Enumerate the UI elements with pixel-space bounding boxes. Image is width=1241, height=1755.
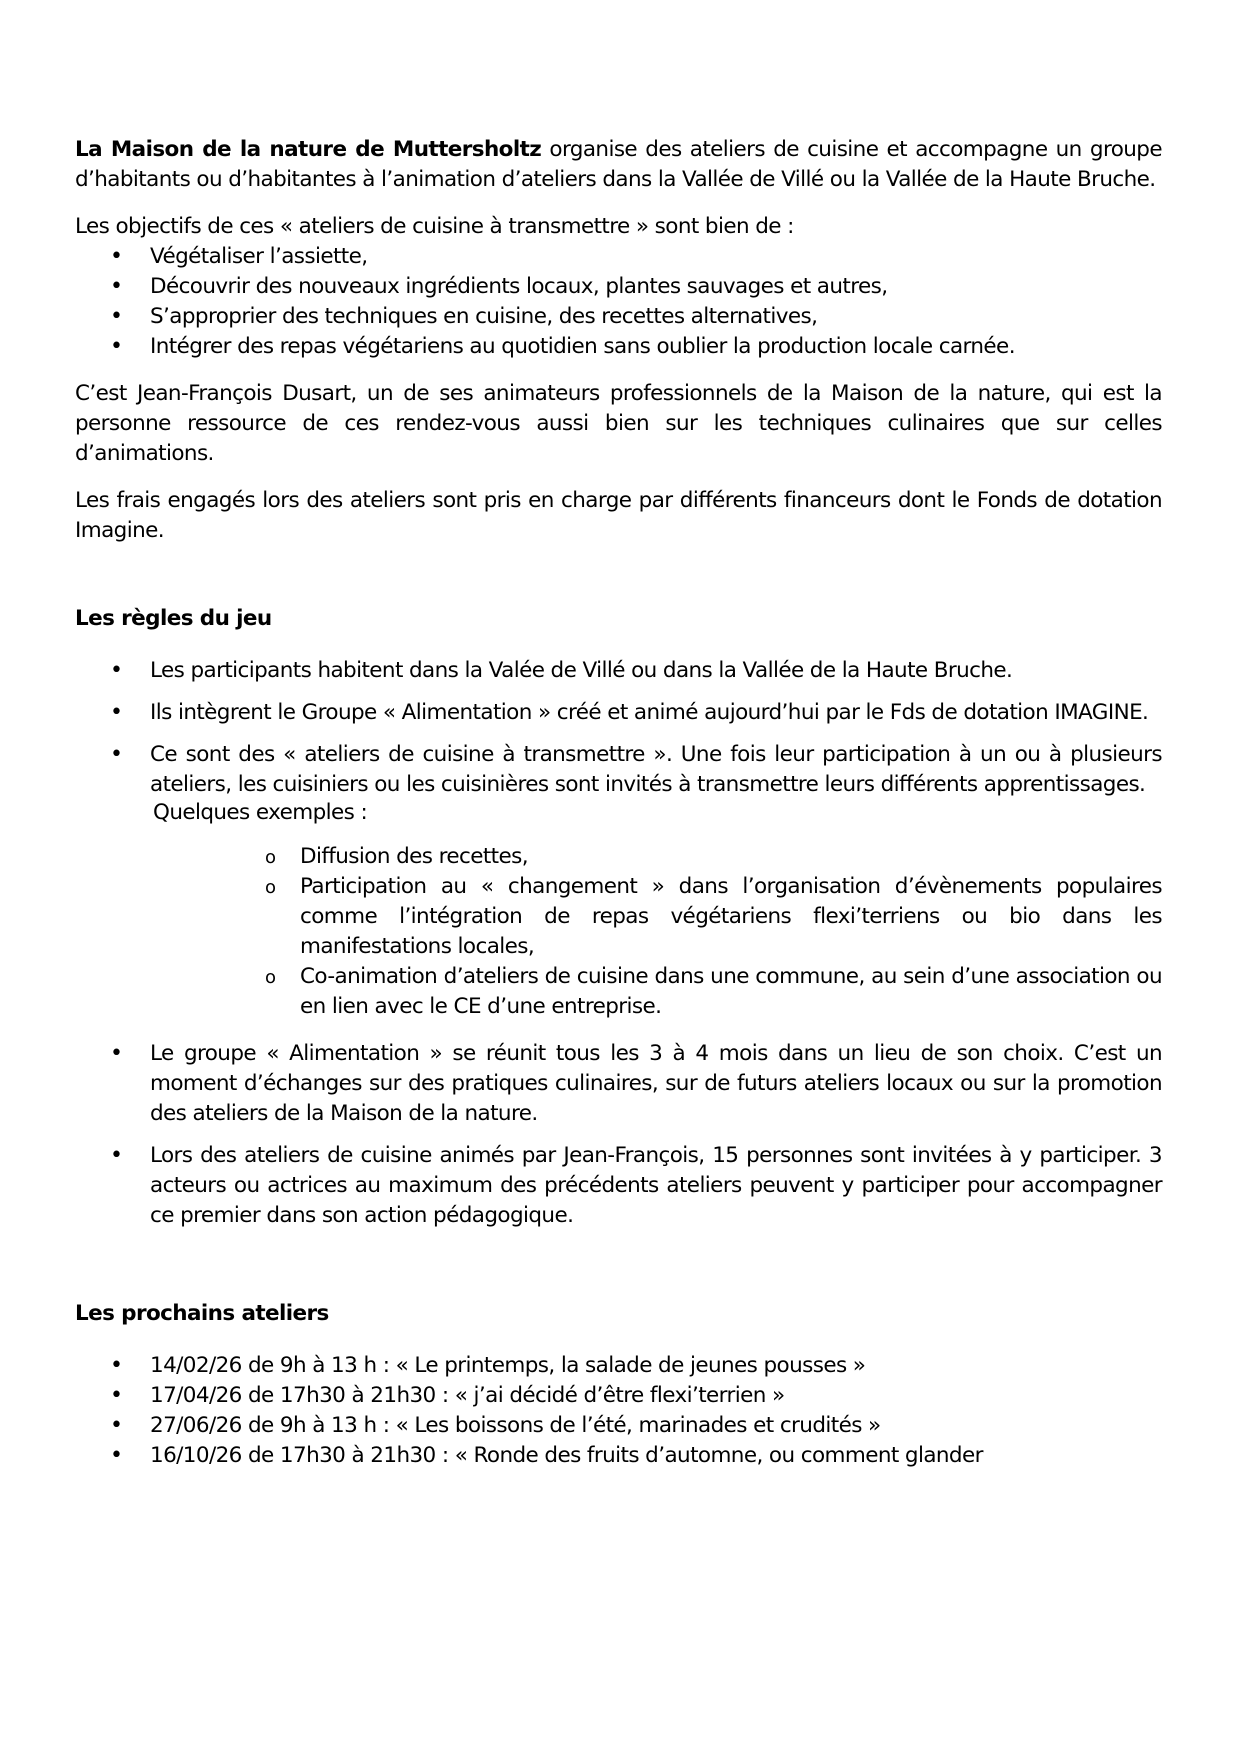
document-page [75,135,1162,1471]
objectives-lead: Les objectifs de ces « ateliers de cuisine à transmettre » sont bien de : [75,214,794,239]
objective-item: • Découvrir des nouveaux ingrédients locaux, plantes sauvages et autres, [75,272,1162,302]
examples-label: Quelques exemples : [153,800,368,825]
rule-item: • Ce sont des « ateliers de cuisine à transmettre ». Une fois leur participation à un ou à plusieurs ateliers, les cuisiniers ou les cuisinières sont invités à transmettre leurs différents apprentissages. [75,740,1162,800]
examples-list [75,842,1162,1022]
intro-paragraph [75,135,1162,195]
objective-item: • S’approprier des techniques en cuisine, des recettes alternatives, [75,302,1162,332]
upcoming-item: • 17/04/26 de 17h30 à 21h30 : « j’ai décidé d’être flexi’terrien » [75,1381,1162,1411]
upcoming-item: • 27/06/26 de 9h à 13 h : « Les boissons de l’été, marinades et crudités » [75,1411,1162,1441]
funding-paragraph: Les frais engagés lors des ateliers sont pris en charge par différents financeurs dont le Fonds de dotation Imagine. [75,488,1162,543]
rule-item: • Ils intègrent le Groupe « Alimentation » créé et animé aujourd’hui par le Fds de dotation IMAGINE. [75,698,1162,728]
objectives-list [75,242,1162,362]
intro-text: organise des ateliers de cuisine et accompagne un groupe d’habitants ou d’habitantes à l’animation d’ateliers dans la Vallée de Villé ou la Vallée de la Haute Bruche. [75,137,1162,192]
objective-item: • Intégrer des repas végétariens au quotidien sans oublier la production locale carnée. [75,332,1162,362]
animator-paragraph: C’est Jean-François Dusart, un de ses animateurs professionnels de la Maison de la nature, qui est la personne ressource de ces rendez-vous aussi bien sur les techniques culinaires que sur celles d’animations. [75,381,1162,466]
org-name: La Maison de la nature de Muttersholtz [75,137,542,162]
rules-heading: Les règles du jeu [75,606,272,631]
upcoming-list [75,1351,1162,1471]
rules-list-continued [75,1039,1162,1231]
rule-item: • Les participants habitent dans la Valée de Villé ou dans la Vallée de la Haute Bruche. [75,656,1162,686]
example-item: o Diffusion des recettes, [75,842,1162,872]
rule-item: • Lors des ateliers de cuisine animés par Jean-François, 15 personnes sont invitées à y participer. 3 acteurs ou actrices au maximum des précédents ateliers peuvent y participer pour accompagner ce premier dans son action pédagogique. [75,1141,1162,1231]
rules-list [75,656,1162,800]
upcoming-item: • 16/10/26 de 17h30 à 21h30 : « Ronde des fruits d’automne, ou comment glander [75,1441,1162,1471]
upcoming-heading: Les prochains ateliers [75,1301,329,1326]
example-item: o Co-animation d’ateliers de cuisine dans une commune, au sein d’une association ou en lien avec le CE d’une entreprise. [75,962,1162,1022]
upcoming-item: • 14/02/26 de 9h à 13 h : « Le printemps, la salade de jeunes pousses » [75,1351,1162,1381]
objective-item: • Végétaliser l’assiette, [75,242,1162,272]
rule-item: • Le groupe « Alimentation » se réunit tous les 3 à 4 mois dans un lieu de son choix. C’est un moment d’échanges sur des pratiques culinaires, sur de futurs ateliers locaux ou sur la promotion des ateliers de la Maison de la nature. [75,1039,1162,1129]
example-item: o Participation au « changement » dans l’organisation d’évènements populaires comme l’intégration de repas végétariens flexi’terriens ou bio dans les manifestations locales, [75,872,1162,962]
